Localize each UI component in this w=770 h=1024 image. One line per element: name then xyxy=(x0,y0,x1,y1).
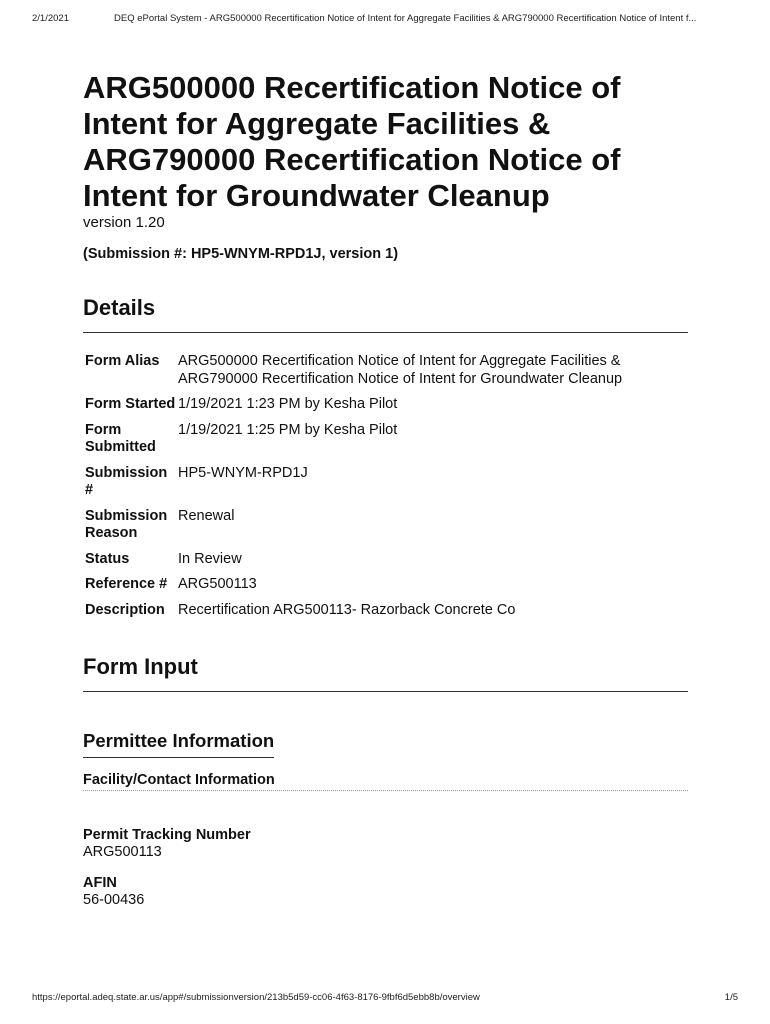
detail-key: Status xyxy=(85,550,130,567)
page-number: 1/5 xyxy=(724,992,738,1003)
facility-contact-heading: Facility/Contact Information xyxy=(83,772,688,791)
afin-label: AFIN xyxy=(83,875,117,891)
permittee-information-heading: Permittee Information xyxy=(83,730,274,758)
permit-tracking-number-value: ARG500113 xyxy=(83,844,162,860)
table-row xyxy=(83,465,688,508)
afin-value: 56-00436 xyxy=(83,892,145,908)
details-heading: Details xyxy=(83,294,688,333)
form-title: ARG500000 Recertification Notice of Intent for Aggregate Facilities & ARG790000 Recertification Notice of Intent for Groundwater Cleanup xyxy=(83,70,621,213)
detail-key: Form Submitted xyxy=(85,421,156,455)
detail-key: Submission Reason xyxy=(85,507,168,541)
table-row xyxy=(83,508,688,551)
detail-value: 1/19/2021 1:23 PM by Kesha Pilot xyxy=(178,396,398,412)
print-page-title: DEQ ePortal System - ARG500000 Recertification Notice of Intent for Aggregate Facilities & ARG790000 Recertification Notice of Intent f... xyxy=(114,13,697,24)
table-row xyxy=(83,353,688,396)
detail-key: Form Started xyxy=(85,396,176,412)
table-row xyxy=(83,602,688,628)
page-url: https://eportal.adeq.state.ar.us/app#/submissionversion/213b5d59-cc06-4f63-8176-9fbf6d5ebb8b/overview xyxy=(32,992,480,1003)
detail-value: ARG500000 Recertification Notice of Intent for Aggregate Facilities & ARG790000 Recertification Notice of Intent for Groundwater Cleanup xyxy=(178,353,623,387)
details-table xyxy=(83,353,688,627)
table-row xyxy=(83,576,688,602)
detail-key: Reference # xyxy=(85,576,168,592)
detail-value: In Review xyxy=(178,550,242,567)
submission-line: (Submission #: HP5-WNYM-RPD1J, version 1) xyxy=(83,246,399,262)
detail-value: Renewal xyxy=(178,507,235,524)
table-row xyxy=(83,551,688,577)
print-header xyxy=(32,13,738,24)
detail-value: 1/19/2021 1:25 PM by Kesha Pilot xyxy=(178,421,398,438)
detail-key: Submission # xyxy=(85,464,168,498)
table-row xyxy=(83,396,688,422)
document-content xyxy=(83,70,688,909)
detail-value: HP5-WNYM-RPD1J xyxy=(178,464,308,481)
detail-value: Recertification ARG500113- Razorback Concrete Co xyxy=(178,601,516,618)
form-version: version 1.20 xyxy=(83,214,165,231)
detail-value: ARG500113 xyxy=(178,576,257,592)
detail-key: Form Alias xyxy=(85,353,160,369)
print-footer xyxy=(32,992,738,1003)
table-row xyxy=(83,422,688,465)
form-input-heading: Form Input xyxy=(83,653,688,692)
detail-key: Description xyxy=(85,601,165,618)
permit-tracking-number-label: Permit Tracking Number xyxy=(83,827,251,843)
print-date: 2/1/2021 xyxy=(32,13,69,24)
